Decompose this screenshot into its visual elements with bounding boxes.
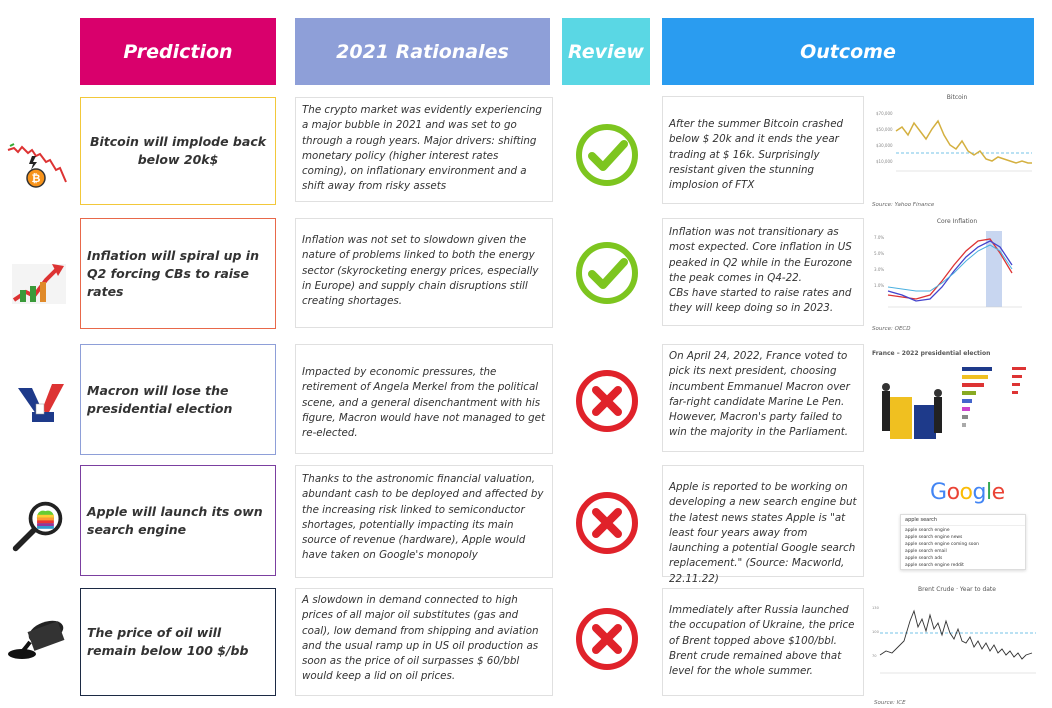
- inflation-chart-title: Core Inflation: [936, 218, 978, 225]
- bitcoin-chart-title: Bitcoin: [946, 94, 968, 101]
- header-outcome: Outcome: [662, 18, 1034, 85]
- inflation-arrow-icon: [6, 256, 70, 312]
- header-rationales: 2021 Rationales: [295, 18, 550, 85]
- inflation-chart: [872, 218, 1042, 336]
- check-icon: [572, 120, 642, 190]
- inflation-chart-source: Source: OECD: [872, 326, 911, 332]
- france-election-image: [872, 350, 1042, 450]
- svg-text:₿: ₿: [31, 172, 41, 185]
- check-icon: [572, 238, 642, 308]
- rationale-oil: A slowdown in demand connected to high prices of all major oil substitutes (gas and coal), low demand from shipping and aviation and the usual ramp up in US oil production as soon as the price of oil surpasses $ 60/bbl would keep a lid on oil prices.: [295, 588, 553, 696]
- svg-text:7.0%: 7.0%: [874, 235, 885, 240]
- bitcoin-chart-plot: [872, 101, 1042, 197]
- brent-chart-source: Source: ICE: [874, 700, 906, 706]
- bitcoin-chart-source: Source: Yahoo Finance: [872, 202, 935, 208]
- outcome-macron: On April 24, 2022, France voted to pick its next president, choosing incumbent Emmanuel Macron over far-right candidate Marine Le Pen. However, Macron's party failed to win the majority in the Parliament.: [662, 344, 864, 452]
- google-suggestion: apple search engine reddit: [905, 563, 964, 568]
- svg-text:$10,000: $10,000: [876, 159, 893, 164]
- google-suggestion: apple search engine coming soon: [905, 542, 979, 547]
- svg-text:$50,000: $50,000: [876, 127, 893, 132]
- outcome-oil: Immediately after Russia launched the occupation of Ukraine, the price of Brent topped above $100/bbl. Brent crude remained above that level for the whole summer.: [662, 588, 864, 696]
- cross-icon: [572, 366, 642, 436]
- oil-barrel-icon: [6, 612, 70, 668]
- outcome-bitcoin: After the summer Bitcoin crashed below $ 20k and it ends the year trading at $ 16k. Surprisingly resistant given the stunning implosion of FTX: [662, 96, 864, 204]
- apple-magnifier-icon: [6, 498, 70, 554]
- google-logo: Google: [930, 480, 1005, 505]
- prediction-inflation: Inflation will spiral up in Q2 forcing CBs to raise rates: [80, 218, 276, 329]
- prediction-macron: Macron will lose the presidential election: [80, 344, 276, 455]
- france-election-title: France – 2022 presidential election: [872, 350, 991, 357]
- outcome-inflation: Inflation was not transitionary as most expected. Core inflation in US peaked in Q2 while in the Eurozone the peak comes in Q4-22. CBs have started to raise rates and they will keep doing so in 2023.: [662, 218, 864, 326]
- rationale-apple: Thanks to the astronomic financial valuation, abundant cash to be deployed and affected by the increasing risk linked to semiconductor shortages, potentially impacting its main source of revenue (hardware), Apple would have taken on Google's monopoly: [295, 465, 553, 578]
- france-election-plot: [872, 357, 1042, 447]
- bitcoin-chart: [872, 94, 1042, 212]
- google-query: apple search: [901, 515, 1025, 526]
- google-suggestion: apple search engine: [905, 528, 950, 533]
- google-search-image: [872, 476, 1042, 572]
- bitcoin-chart-icon: [6, 138, 70, 194]
- rationale-inflation: Inflation was not set to slowdown given the nature of problems linked to both the energy sector (skyrocketing energy prices, especially in Europe) and supply chain disruptions still creating shortages.: [295, 218, 553, 328]
- brent-chart-plot: [872, 593, 1042, 693]
- svg-text:70: 70: [872, 654, 877, 658]
- svg-text:5.0%: 5.0%: [874, 251, 885, 256]
- cross-icon: [572, 488, 642, 558]
- header-review: Review: [562, 18, 650, 85]
- inflation-chart-plot: [872, 225, 1042, 321]
- svg-text:130: 130: [872, 606, 879, 610]
- svg-text:100: 100: [872, 630, 879, 634]
- google-suggestion: apple search engine news: [905, 535, 963, 540]
- svg-text:1.0%: 1.0%: [874, 283, 885, 288]
- prediction-bitcoin: Bitcoin will implode back below 20k$: [80, 97, 276, 205]
- prediction-apple: Apple will launch its own search engine: [80, 465, 276, 576]
- svg-text:3.0%: 3.0%: [874, 267, 885, 272]
- brent-chart-title: Brent Crude · Year to date: [918, 586, 996, 593]
- svg-text:$70,000: $70,000: [876, 111, 893, 116]
- france-vote-icon: [6, 374, 70, 430]
- brent-chart: [872, 586, 1042, 706]
- header-prediction: Prediction: [80, 18, 276, 85]
- rationale-macron: Impacted by economic pressures, the retirement of Angela Merkel from the political scene, and a general disenchantment with his figure, Macron would have not managed to get re-elected.: [295, 344, 553, 454]
- google-suggestion: apple search ads: [905, 556, 943, 561]
- svg-text:$30,000: $30,000: [876, 143, 893, 148]
- outcome-apple: Apple is reported to be working on developing a new search engine but the latest news states Apple is "at least four years away from launching a potential Google search replacement." (Source: Macworld, 22.11.22): [662, 465, 864, 577]
- rationale-bitcoin: The crypto market was evidently experiencing a major bubble in 2021 and was set to go through a rough years. Major drivers: shifting monetary policy (higher interest rates coming), on inflationary environment and a shift away from risky assets: [295, 97, 553, 202]
- google-suggestion: apple search email: [905, 549, 947, 554]
- cross-icon: [572, 604, 642, 674]
- prediction-oil: The price of oil will remain below 100 $/bb: [80, 588, 276, 696]
- google-suggestions: [900, 514, 1026, 570]
